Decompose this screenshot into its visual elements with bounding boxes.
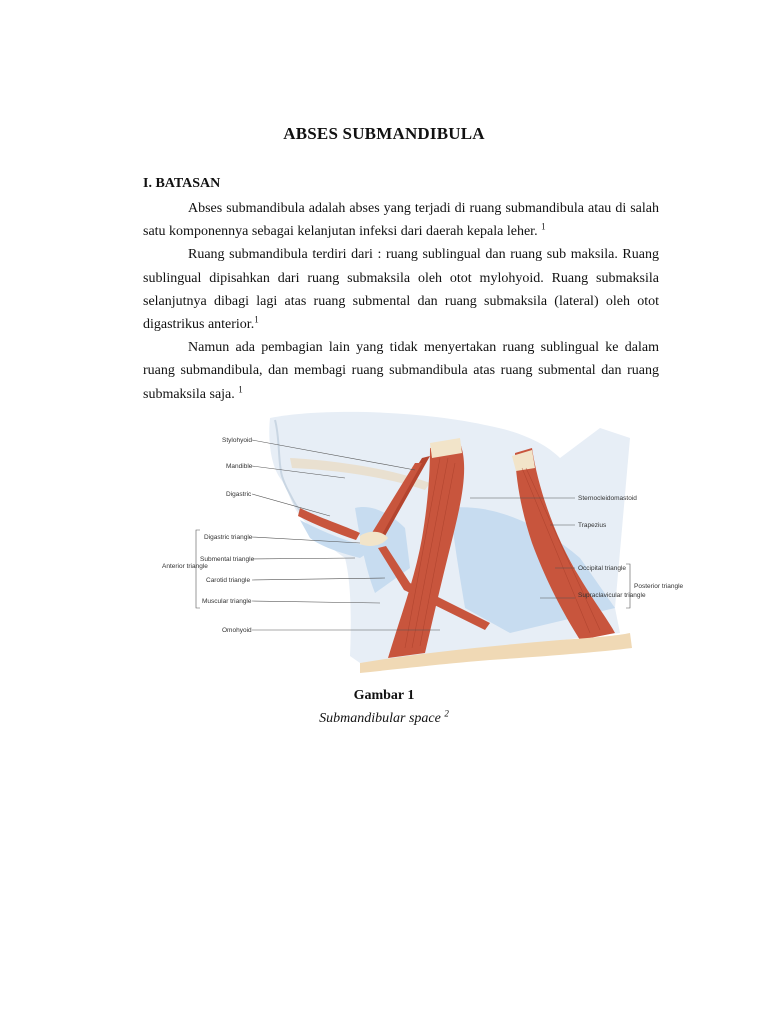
figure-label: Digastric triangle bbox=[204, 534, 253, 541]
section-heading: I. BATASAN bbox=[143, 176, 221, 191]
paragraph-text: Ruang submandibula terdiri dari : ruang sublingual dan ruang sub maksila. Ruang sublingual dipisahkan dari ruang submaksila oleh otot mylohyoid. Ruang submaksila selanjutnya dibagi lagi atas ruang submental dan ruang submaksila (lateral) oleh otot digastrikus anterior. bbox=[143, 247, 659, 333]
body-text bbox=[143, 197, 659, 406]
figure-label: Stylohyoid bbox=[222, 437, 252, 444]
reference-marker: 1 bbox=[238, 383, 243, 394]
reference-marker: 1 bbox=[541, 221, 546, 232]
figure-subcaption bbox=[0, 708, 768, 727]
figure-group-label: Anterior triangle bbox=[162, 563, 208, 570]
paragraph bbox=[143, 197, 659, 243]
figure-label: Supraclavicular triangle bbox=[578, 592, 646, 599]
figure-label: Trapezius bbox=[578, 522, 607, 529]
figure-label: Sternocleidomastoid bbox=[578, 495, 637, 502]
figure-label: Occipital triangle bbox=[578, 565, 627, 572]
reference-marker: 1 bbox=[254, 314, 259, 325]
figure-label: Carotid triangle bbox=[206, 577, 251, 584]
document-title: ABSES SUBMANDIBULA bbox=[283, 124, 485, 143]
reference-marker: 2 bbox=[444, 708, 449, 719]
figure-group-label: Posterior triangle bbox=[634, 583, 684, 590]
neck-anatomy-illustration bbox=[160, 408, 684, 686]
subcaption-text: Submandibular space bbox=[319, 711, 441, 726]
paragraph-text: Namun ada pembagian lain yang tidak menyertakan ruang sublingual ke dalam ruang submandibula, dan membagi ruang submandibula atas ruang submental dan ruang submaksila saja. bbox=[143, 340, 659, 402]
anatomy-figure bbox=[160, 408, 684, 686]
paragraph-text: Abses submandibula adalah abses yang terjadi di ruang submandibula atau di salah satu komponennya sebagai kelanjutan infeksi dari daerah kepala leher. bbox=[143, 201, 659, 240]
figure-label: Omohyoid bbox=[222, 627, 252, 634]
figure-label: Submental triangle bbox=[200, 556, 255, 563]
paragraph bbox=[143, 336, 659, 406]
figure-label: Digastric bbox=[226, 491, 252, 498]
figure-caption: Gambar 1 bbox=[353, 688, 415, 703]
figure-label: Muscular triangle bbox=[202, 598, 252, 605]
figure-label: Mandible bbox=[226, 463, 253, 470]
paragraph bbox=[143, 243, 659, 336]
